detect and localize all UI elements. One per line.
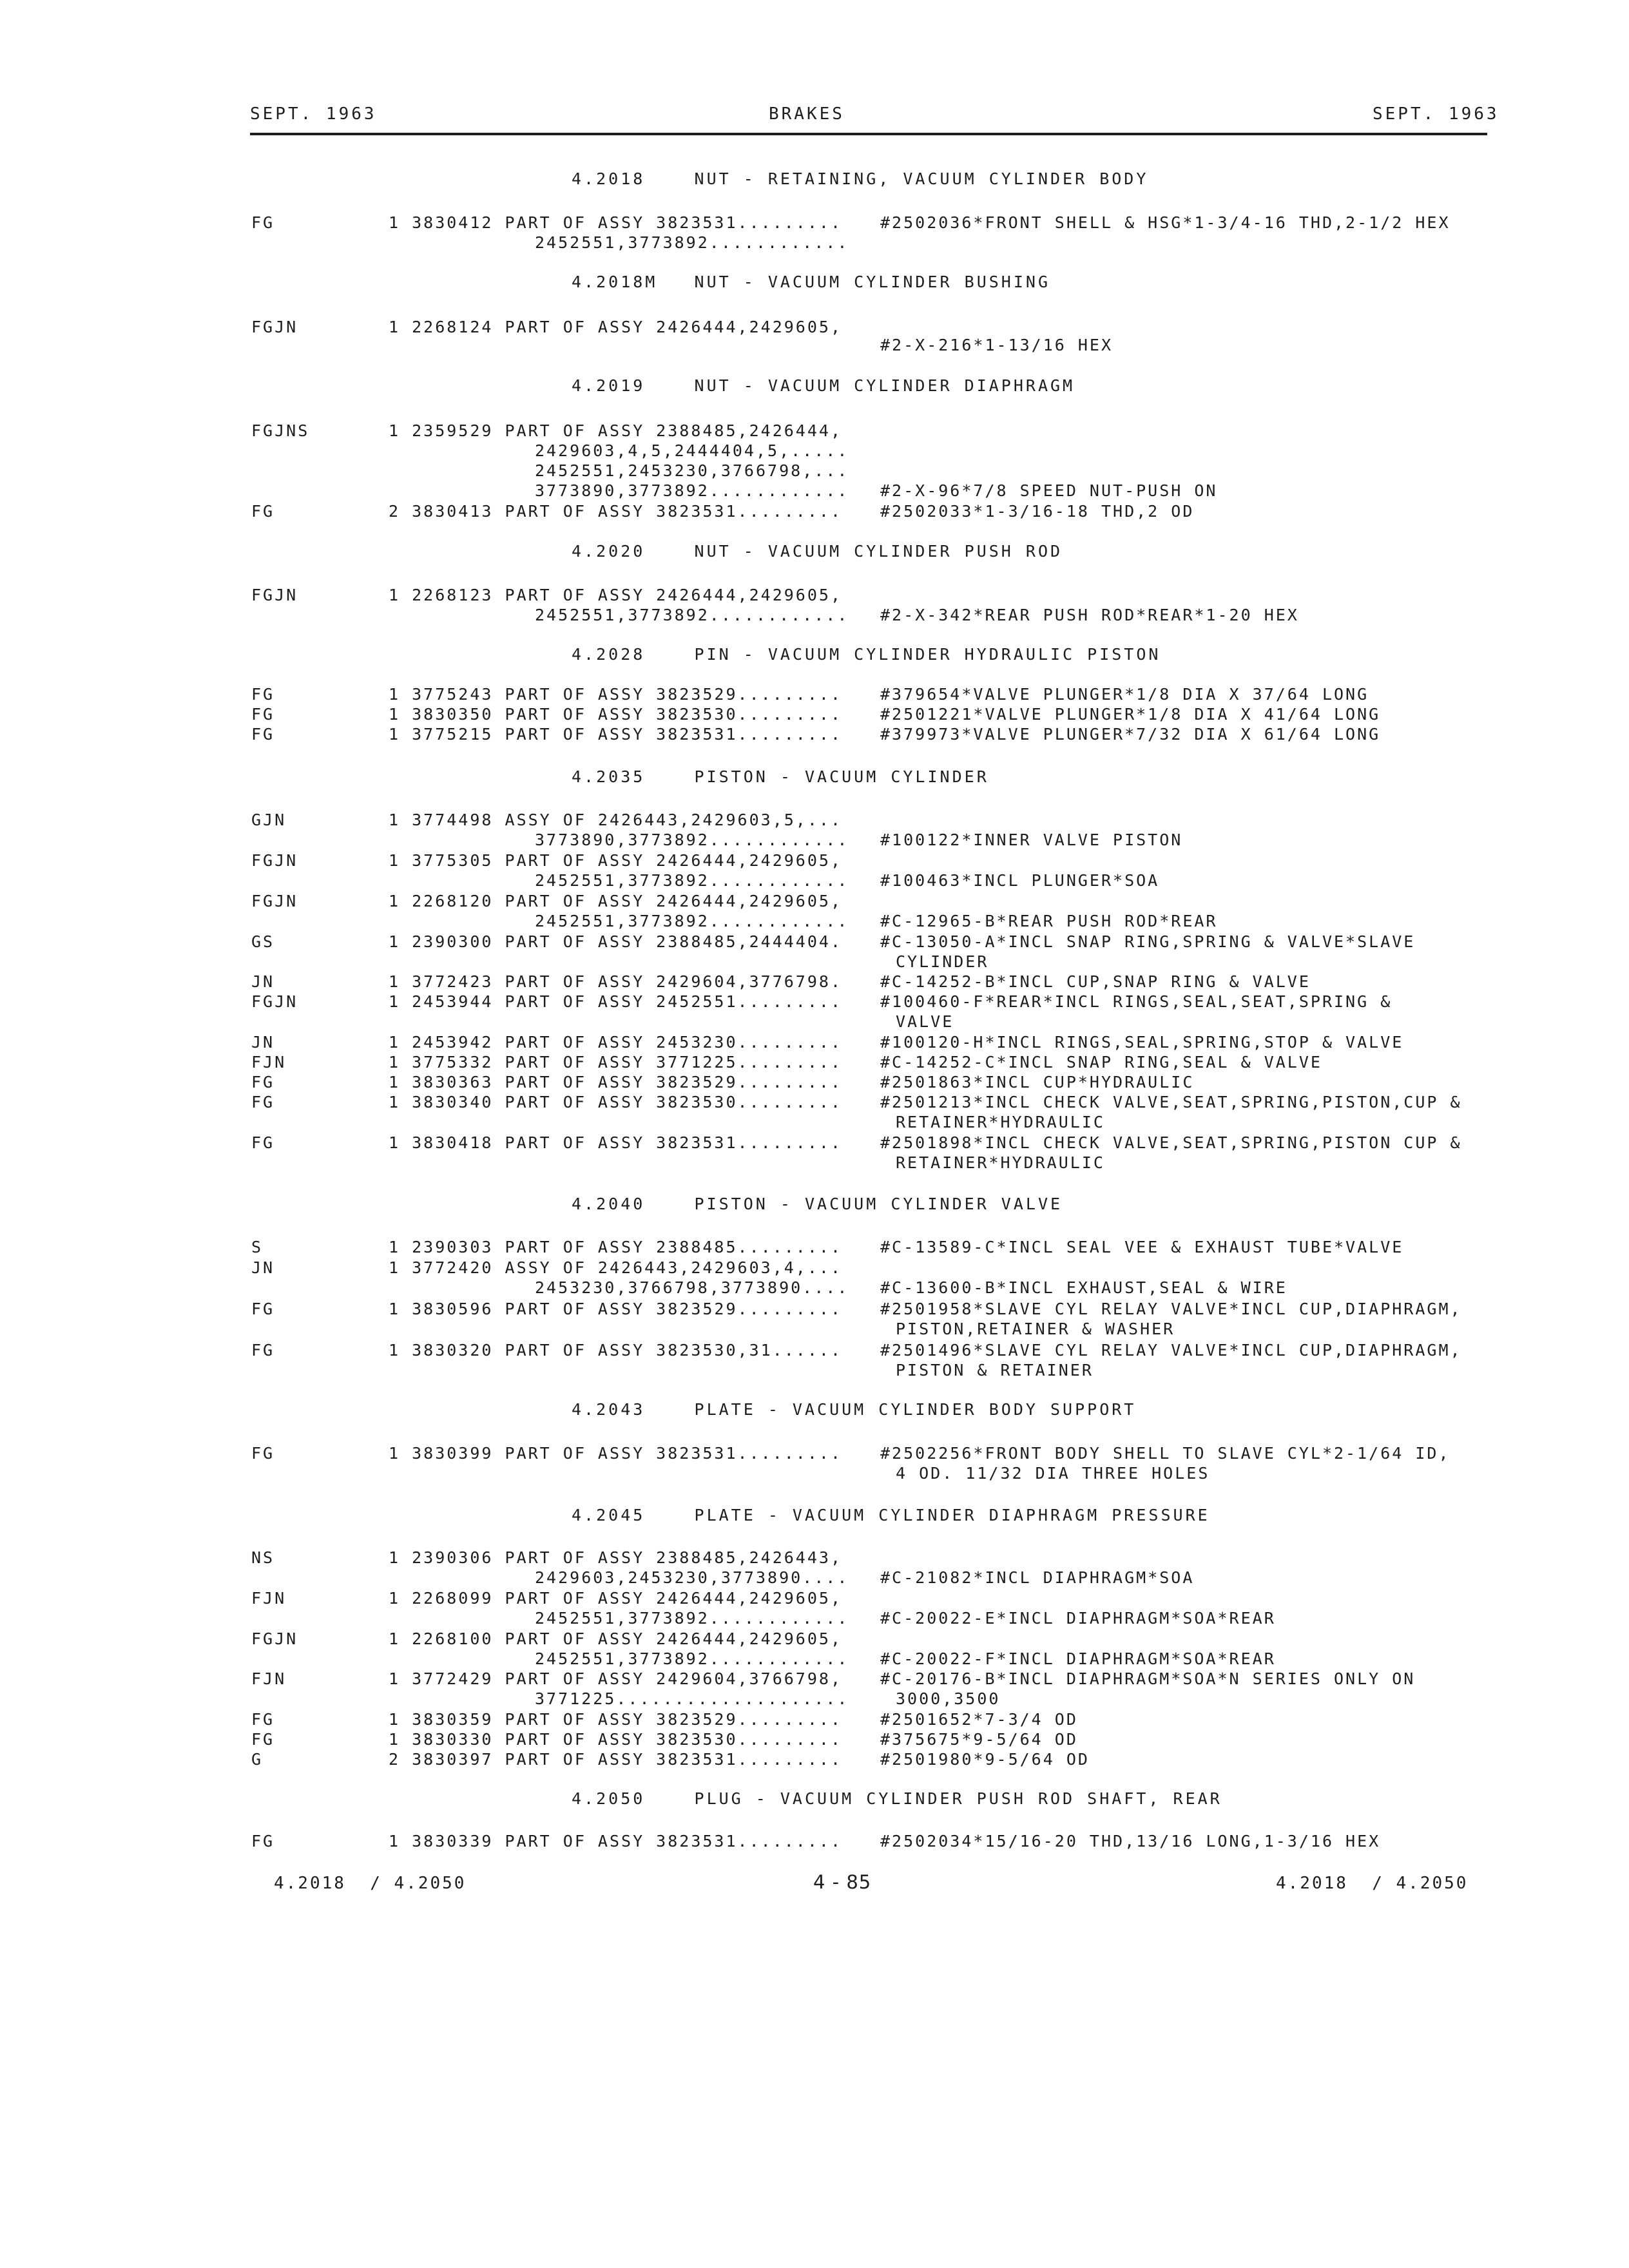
entry-part: 1 2359529 PART OF ASSY 2388485,2426444, — [389, 421, 842, 440]
entry-part: 1 3830339 PART OF ASSY 3823531......... — [389, 1832, 842, 1850]
entry-codes: FGJN — [251, 892, 298, 910]
entry-part-cont: 2429603,4,5,2444404,5,..... — [535, 441, 849, 460]
entry-codes: FG — [251, 1300, 275, 1318]
entry-part: 1 3830363 PART OF ASSY 3823529......... — [389, 1073, 842, 1091]
entry-part: 1 3772429 PART OF ASSY 2429604,3766798, — [389, 1669, 842, 1688]
entry-codes: FG — [251, 685, 275, 704]
entry-codes: JN — [251, 1033, 275, 1052]
header-date-left: SEPT. 1963 — [250, 104, 377, 124]
entry-part: 1 2390306 PART OF ASSY 2388485,2426443, — [389, 1548, 842, 1567]
header-rule — [250, 133, 1487, 135]
section-title: 4.2018 NUT - RETAINING, VACUUM CYLINDER BODY — [572, 169, 1149, 188]
section-title: 4.2018M NUT - VACUUM CYLINDER BUSHING — [572, 273, 1050, 291]
section-title: 4.2028 PIN - VACUUM CYLINDER HYDRAULIC PISTON — [572, 645, 1161, 664]
entry-desc: #379973*VALVE PLUNGER*7/32 DIA X 61/64 LONG — [880, 725, 1381, 744]
entry-desc: #100460-F*REAR*INCL RINGS,SEAL,SEAT,SPRING & — [880, 992, 1393, 1011]
entry-part: 1 2390303 PART OF ASSY 2388485......... — [389, 1238, 842, 1256]
entry-desc: #2-X-216*1-13/16 HEX — [880, 336, 1113, 354]
entry-part: 1 3830412 PART OF ASSY 3823531......... — [389, 213, 842, 232]
entry-codes: FG — [251, 1133, 275, 1152]
entry-codes: JN — [251, 1258, 275, 1277]
entry-codes: FGJN — [251, 992, 298, 1011]
entry-desc: #C-20022-E*INCL DIAPHRAGM*SOA*REAR — [880, 1609, 1276, 1628]
entry-part: 1 2268099 PART OF ASSY 2426444,2429605, — [389, 1589, 842, 1608]
entry-desc-cont: 3000,3500 — [896, 1689, 1001, 1708]
entry-desc: #C-12965-B*REAR PUSH ROD*REAR — [880, 912, 1218, 930]
entry-codes: FG — [251, 1093, 275, 1111]
entry-part: 1 3775243 PART OF ASSY 3823529......... — [389, 685, 842, 704]
entry-desc: #2501496*SLAVE CYL RELAY VALVE*INCL CUP,DIAPHRAGM, — [880, 1341, 1462, 1360]
entry-desc-cont: PISTON & RETAINER — [896, 1361, 1094, 1379]
entry-part-cont: 2452551,3773892............ — [535, 606, 849, 624]
entry-desc: #100120-H*INCL RINGS,SEAL,SPRING,STOP & VALVE — [880, 1033, 1404, 1052]
entry-part: 1 3772423 PART OF ASSY 2429604,3776798. — [389, 972, 842, 991]
entry-codes: FJN — [251, 1589, 287, 1608]
entry-codes: G — [251, 1750, 264, 1769]
header-date-right: SEPT. 1963 — [1373, 104, 1499, 124]
entry-part: 1 3775215 PART OF ASSY 3823531......... — [389, 725, 842, 744]
entry-codes: FG — [251, 1341, 275, 1360]
entry-codes: NS — [251, 1548, 275, 1567]
entry-desc: #C-20022-F*INCL DIAPHRAGM*SOA*REAR — [880, 1649, 1276, 1668]
entry-part: 1 2268120 PART OF ASSY 2426444,2429605, — [389, 892, 842, 910]
entry-part: 1 2390300 PART OF ASSY 2388485,2444404. — [389, 932, 842, 951]
entry-part: 1 2453942 PART OF ASSY 2453230......... — [389, 1033, 842, 1052]
entry-part: 1 3775332 PART OF ASSY 3771225......... — [389, 1053, 842, 1072]
header-section-title: BRAKES — [769, 104, 845, 124]
entry-desc: #2-X-342*REAR PUSH ROD*REAR*1-20 HEX — [880, 606, 1299, 624]
entry-desc: #2502036*FRONT SHELL & HSG*1-3/4-16 THD,2-1/2 HEX — [880, 213, 1451, 232]
entry-desc-cont: RETAINER*HYDRAULIC — [896, 1113, 1105, 1131]
entry-part: 1 3772420 ASSY OF 2426443,2429603,4,... — [389, 1258, 842, 1277]
entry-part-cont: 3773890,3773892............ — [535, 481, 849, 500]
entry-codes: FG — [251, 1832, 275, 1850]
entry-desc: #100463*INCL PLUNGER*SOA — [880, 871, 1160, 890]
entry-desc: #100122*INNER VALVE PISTON — [880, 831, 1183, 849]
entry-part: 1 3830399 PART OF ASSY 3823531......... — [389, 1444, 842, 1463]
entry-codes: FGJN — [251, 1629, 298, 1648]
entry-codes: FGJN — [251, 851, 298, 870]
entry-part-cont: 2452551,3773892............ — [535, 1649, 849, 1668]
entry-codes: FG — [251, 1710, 275, 1729]
section-title: 4.2050 PLUG - VACUUM CYLINDER PUSH ROD SHAFT, REAR — [572, 1789, 1222, 1808]
entry-part: 1 3774498 ASSY OF 2426443,2429603,5,... — [389, 811, 842, 829]
entry-part-cont: 3771225.................... — [535, 1689, 849, 1708]
entry-part: 1 2268124 PART OF ASSY 2426444,2429605, — [389, 318, 842, 336]
page-number: 4 - 85 — [813, 1871, 872, 1893]
entry-desc: #2501652*7-3/4 OD — [880, 1710, 1078, 1729]
entry-part: 2 3830413 PART OF ASSY 3823531......... — [389, 502, 842, 521]
entry-codes: FGJN — [251, 586, 298, 604]
entry-codes: FG — [251, 1730, 275, 1749]
entry-desc-cont: PISTON,RETAINER & WASHER — [896, 1320, 1175, 1338]
entry-codes: FG — [251, 213, 275, 232]
entry-desc: #2501958*SLAVE CYL RELAY VALVE*INCL CUP,DIAPHRAGM, — [880, 1300, 1462, 1318]
entry-desc: #2502034*15/16-20 THD,13/16 LONG,1-3/16 HEX — [880, 1832, 1381, 1850]
entry-part: 1 3830320 PART OF ASSY 3823530,31...... — [389, 1341, 842, 1360]
section-title: 4.2040 PISTON - VACUUM CYLINDER VALVE — [572, 1195, 1063, 1213]
section-title: 4.2035 PISTON - VACUUM CYLINDER — [572, 767, 989, 786]
entry-desc: #2501221*VALVE PLUNGER*1/8 DIA X 41/64 LONG — [880, 705, 1381, 724]
entry-part-cont: 2452551,2453230,3766798,... — [535, 461, 849, 480]
entry-codes: JN — [251, 972, 275, 991]
entry-desc: #C-13600-B*INCL EXHAUST,SEAL & WIRE — [880, 1278, 1287, 1297]
entry-part: 1 3830330 PART OF ASSY 3823530......... — [389, 1730, 842, 1749]
entry-part-cont: 2453230,3766798,3773890.... — [535, 1278, 849, 1297]
entry-codes: FJN — [251, 1053, 287, 1072]
section-title: 4.2045 PLATE - VACUUM CYLINDER DIAPHRAGM PRESSURE — [572, 1506, 1210, 1524]
entry-codes: GJN — [251, 811, 287, 829]
entry-desc: #2502033*1-3/16-18 THD,2 OD — [880, 502, 1195, 521]
entry-desc: #C-13589-C*INCL SEAL VEE & EXHAUST TUBE*VALVE — [880, 1238, 1404, 1256]
entry-desc: #2501980*9-5/64 OD — [880, 1750, 1090, 1769]
section-title: 4.2043 PLATE - VACUUM CYLINDER BODY SUPPORT — [572, 1400, 1137, 1419]
entry-part: 1 3775305 PART OF ASSY 2426444,2429605, — [389, 851, 842, 870]
entry-codes: S — [251, 1238, 264, 1256]
footer-range-right: 4.2018 / 4.2050 — [1276, 1874, 1469, 1893]
entry-part-cont: 2452551,3773892............ — [535, 912, 849, 930]
entry-desc: #C-13050-A*INCL SNAP RING,SPRING & VALVE*SLAVE — [880, 932, 1416, 951]
entry-desc: #2501213*INCL CHECK VALVE,SEAT,SPRING,PISTON,CUP & — [880, 1093, 1462, 1111]
section-title: 4.2019 NUT - VACUUM CYLINDER DIAPHRAGM — [572, 376, 1075, 395]
section-title: 4.2020 NUT - VACUUM CYLINDER PUSH ROD — [572, 542, 1063, 561]
entry-part: 1 3830359 PART OF ASSY 3823529......... — [389, 1710, 842, 1729]
entry-codes: FG — [251, 1444, 275, 1463]
entry-codes: FG — [251, 705, 275, 724]
entry-codes: FG — [251, 725, 275, 744]
entry-desc: #C-14252-B*INCL CUP,SNAP RING & VALVE — [880, 972, 1311, 991]
entry-desc: #2501863*INCL CUP*HYDRAULIC — [880, 1073, 1195, 1091]
entry-part: 1 2268100 PART OF ASSY 2426444,2429605, — [389, 1629, 842, 1648]
entry-desc: #C-20176-B*INCL DIAPHRAGM*SOA*N SERIES ONLY ON — [880, 1669, 1416, 1688]
entry-part-cont: 2429603,2453230,3773890.... — [535, 1568, 849, 1587]
entry-part: 1 2453944 PART OF ASSY 2452551......... — [389, 992, 842, 1011]
entry-part: 1 3830418 PART OF ASSY 3823531......... — [389, 1133, 842, 1152]
entry-codes: FGJN — [251, 318, 298, 336]
entry-part-cont: 2452551,3773892............ — [535, 1609, 849, 1628]
entry-desc: #C-21082*INCL DIAPHRAGM*SOA — [880, 1568, 1195, 1587]
entry-desc: #C-14252-C*INCL SNAP RING,SEAL & VALVE — [880, 1053, 1322, 1072]
entry-desc-cont: RETAINER*HYDRAULIC — [896, 1153, 1105, 1172]
entry-desc: #2502256*FRONT BODY SHELL TO SLAVE CYL*2-1/64 ID, — [880, 1444, 1451, 1463]
entry-part: 2 3830397 PART OF ASSY 3823531......... — [389, 1750, 842, 1769]
entry-codes: FGJNS — [251, 421, 310, 440]
entry-part: 1 3830350 PART OF ASSY 3823530......... — [389, 705, 842, 724]
entry-desc: #375675*9-5/64 OD — [880, 1730, 1078, 1749]
entry-desc-cont: CYLINDER — [896, 952, 989, 971]
entry-codes: GS — [251, 932, 275, 951]
entry-part-cont: 3773890,3773892............ — [535, 831, 849, 849]
entry-codes: FG — [251, 502, 275, 521]
entry-desc: #379654*VALVE PLUNGER*1/8 DIA X 37/64 LONG — [880, 685, 1369, 704]
entry-part: 1 3830596 PART OF ASSY 3823529......... — [389, 1300, 842, 1318]
entry-codes: FG — [251, 1073, 275, 1091]
entry-desc: #2-X-96*7/8 SPEED NUT-PUSH ON — [880, 481, 1218, 500]
entry-part: 1 3830340 PART OF ASSY 3823530......... — [389, 1093, 842, 1111]
entry-desc-cont: 4 OD. 11/32 DIA THREE HOLES — [896, 1464, 1210, 1483]
entry-part-cont: 2452551,3773892............ — [535, 871, 849, 890]
entry-part-cont: 2452551,3773892............ — [535, 233, 849, 252]
footer-range-left: 4.2018 / 4.2050 — [274, 1874, 467, 1893]
entry-desc: #2501898*INCL CHECK VALVE,SEAT,SPRING,PISTON CUP & — [880, 1133, 1462, 1152]
entry-codes: FJN — [251, 1669, 287, 1688]
entry-part: 1 2268123 PART OF ASSY 2426444,2429605, — [389, 586, 842, 604]
entry-desc-cont: VALVE — [896, 1012, 954, 1031]
